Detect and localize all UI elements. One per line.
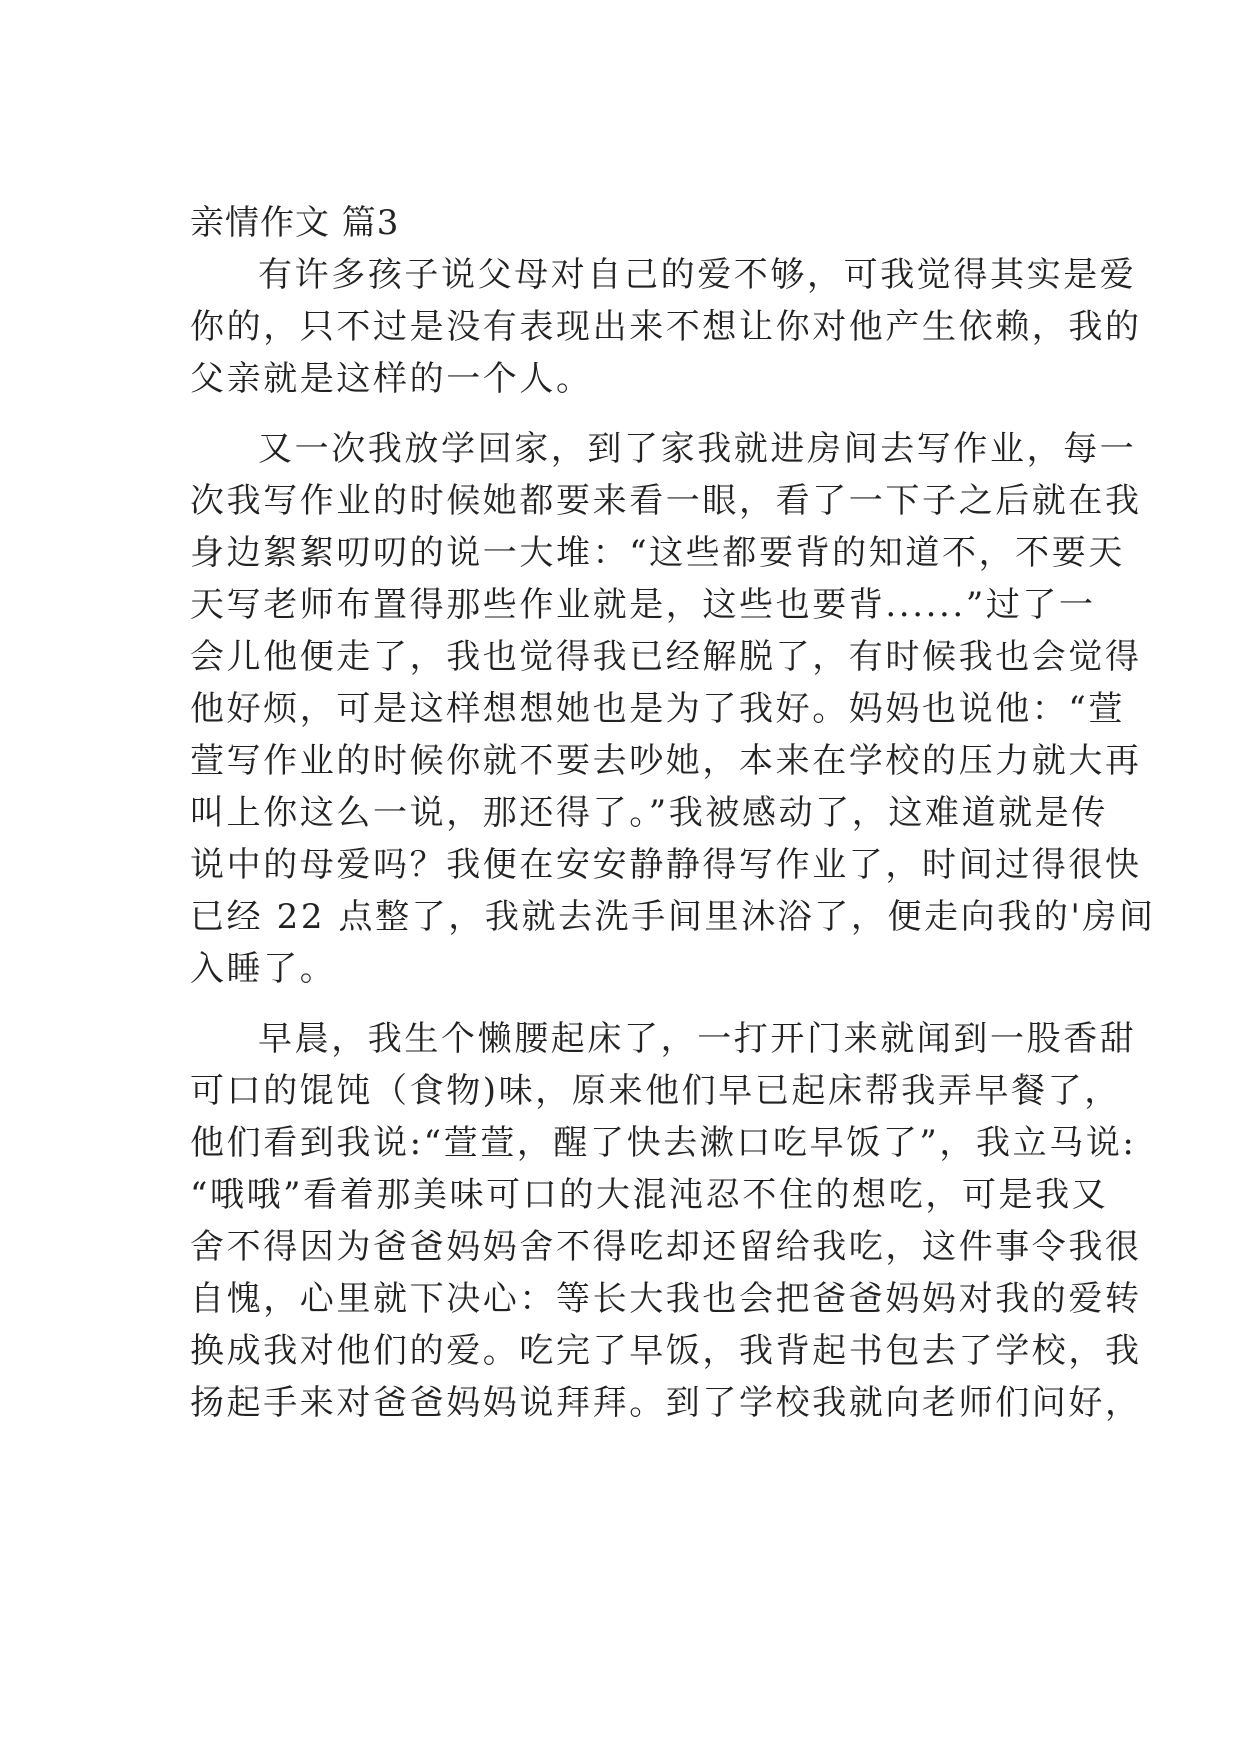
paragraph-2-line-5: 会儿他便走了，我也觉得我已经解脱了，有时候我也会觉得 bbox=[190, 637, 1142, 677]
document-title: 亲情作文 篇3 bbox=[190, 203, 400, 243]
paragraph-2-line-3: 身边絮絮叨叨的说一大堆：“这些都要背的知道不，不要天 bbox=[190, 533, 1125, 573]
paragraph-3-line-2: 可口的馄饨（食物)味，原来他们早已起床帮我弄早餐了， bbox=[190, 1071, 1121, 1111]
paragraph-2-line-10: 已经 22 点整了，我就去洗手间里沐浴了，便走向我的'房间 bbox=[190, 897, 1156, 937]
paragraph-2-line-7: 萱写作业的时候你就不要去吵她，本来在学校的压力就大再 bbox=[190, 741, 1142, 781]
paragraph-2-line-4: 天写老师布置得那些作业就是，这些也要背......”过了一 bbox=[190, 585, 1096, 625]
paragraph-2-line-2: 次我写作业的时候她都要来看一眼，看了一下子之后就在我 bbox=[190, 481, 1142, 521]
paragraph-3-line-5: 舍不得因为爸爸妈妈舍不得吃却还留给我吃，这件事令我很 bbox=[190, 1227, 1142, 1267]
paragraph-2-line-6: 他好烦，可是这样想想她也是为了我好。妈妈也说他：“萱 bbox=[190, 689, 1125, 729]
paragraph-1-line-1: 有许多孩子说父母对自己的爱不够，可我觉得其实是爱 bbox=[258, 255, 1137, 295]
paragraph-1-line-2: 你的，只不过是没有表现出来不想让你对他产生依赖，我的 bbox=[190, 307, 1142, 347]
paragraph-3-line-8: 扬起手来对爸爸妈妈说拜拜。到了学校我就向老师们问好， bbox=[190, 1383, 1142, 1423]
paragraph-2-line-9: 说中的母爱吗？我便在安安静静得写作业了，时间过得很快 bbox=[190, 845, 1142, 885]
paragraph-3-line-7: 换成我对他们的爱。吃完了早饭，我背起书包去了学校，我 bbox=[190, 1331, 1142, 1371]
paragraph-2-line-11: 入睡了。 bbox=[190, 949, 337, 989]
paragraph-2-line-1: 又一次我放学回家，到了家我就进房间去写作业，每一 bbox=[258, 429, 1137, 469]
paragraph-3-line-4: “哦哦”看着那美味可口的大混沌忍不住的想吃，可是我又 bbox=[190, 1175, 1109, 1215]
paragraph-1-line-3: 父亲就是这样的一个人。 bbox=[190, 359, 593, 399]
paragraph-3-line-6: 自愧，心里就下决心：等长大我也会把爸爸妈妈对我的爱转 bbox=[190, 1279, 1142, 1319]
paragraph-3-line-1: 早晨，我生个懒腰起床了，一打开门来就闻到一股香甜 bbox=[258, 1019, 1137, 1059]
paragraph-3-line-3: 他们看到我说:“萱萱，醒了快去漱口吃早饭了”，我立马说: bbox=[190, 1123, 1137, 1163]
paragraph-2-line-8: 叫上你这么一说，那还得了。”我被感动了，这难道就是传 bbox=[190, 793, 1108, 833]
